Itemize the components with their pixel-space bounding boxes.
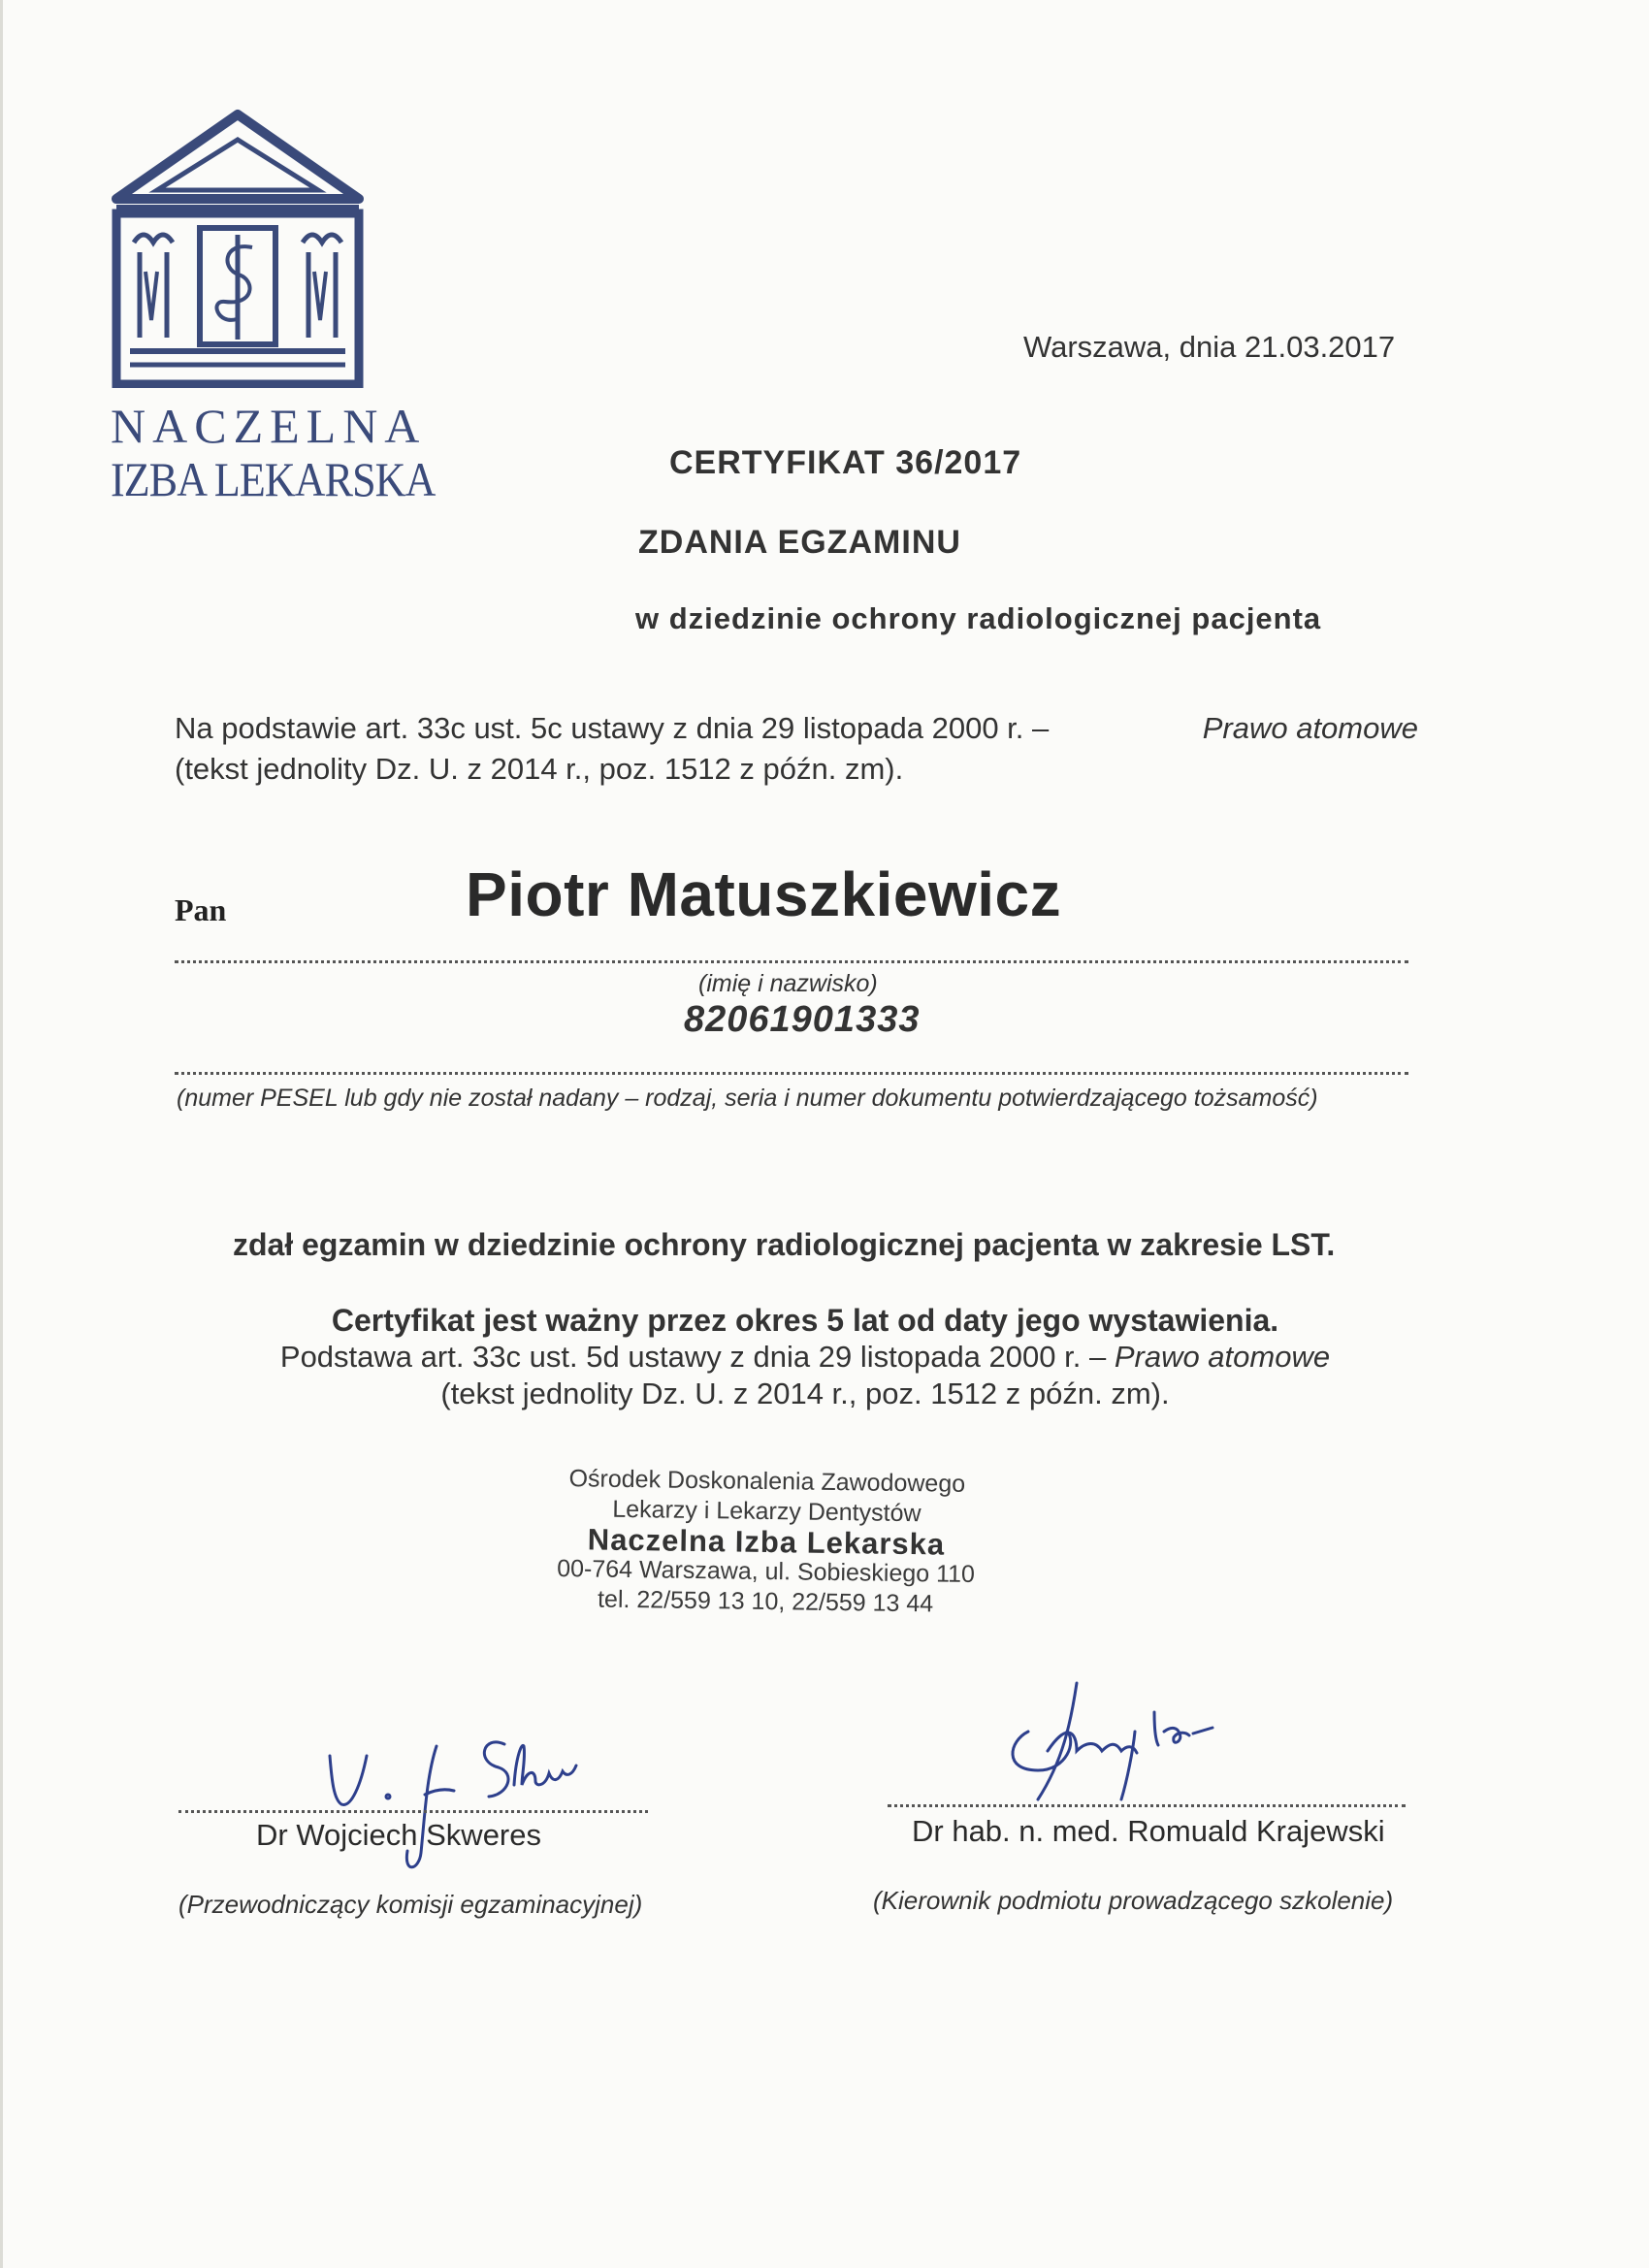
left-handwritten-signature-icon [320, 1727, 630, 1882]
salutation: Pan [175, 892, 227, 927]
stamp-line4: 00-764 Warszawa, ul. Sobieskiego 110 [556, 1554, 976, 1589]
legal-basis [175, 708, 1418, 790]
right-handwritten-signature-icon [989, 1673, 1300, 1819]
stamp-line3: Naczelna Izba Lekarska [587, 1522, 946, 1562]
name-dotted-line [175, 960, 1408, 963]
validity-basis-line2: (tekst jednolity Dz. U. z 2014 r., poz. 1512 z późn. zm). [440, 1377, 1170, 1410]
pesel-caption: (numer PESEL lub gdy nie został nadany – rodzaj, seria i numer dokumentu potwierdzającego tożsamość) [177, 1085, 1318, 1112]
logo-text-line1: NACZELNA [111, 399, 427, 453]
legal-basis-line2: (tekst jednolity Dz. U. z 2014 r., poz. 1512 z późn. zm). [175, 752, 904, 786]
left-signatory-role: (Przewodniczący komisji egzaminacyjnej) [178, 1890, 643, 1919]
legal-basis-text: Na podstawie art. 33c ust. 5c ustawy z dnia 29 listopada 2000 r. – [175, 711, 1050, 745]
right-signatory-name: Dr hab. n. med. Romuald Krajewski [912, 1814, 1385, 1848]
validity-statement: Certyfikat jest ważny przez okres 5 lat od daty jego wystawienia. [331, 1303, 1279, 1338]
stamp-line1: Ośrodek Doskonalenia Zawodowego [568, 1465, 966, 1498]
scan-edge [0, 0, 3, 2268]
stamp-line5: tel. 22/559 13 10, 22/559 13 44 [597, 1585, 934, 1618]
pesel-dotted-line [175, 1072, 1408, 1075]
left-signature-dotted-line [178, 1810, 648, 1813]
certificate-title: CERTYFIKAT 36/2017 [669, 444, 1022, 481]
right-signatory-role: (Kierownik podmiotu prowadzącego szkolenie) [873, 1886, 1394, 1915]
right-signature-dotted-line [888, 1804, 1406, 1807]
stamp-line2: Lekarzy i Lekarzy Dentystów [612, 1495, 922, 1528]
institution-stamp [542, 1464, 990, 1620]
certificate-subtitle: ZDANIA EGZAMINU [638, 524, 961, 561]
name-caption: (imię i nazwisko) [698, 970, 878, 997]
validity-basis-line1 [242, 1339, 1368, 1376]
validity-basis-text: Podstawa art. 33c ust. 5d ustawy z dnia 29 listopada 2000 r. – [279, 1340, 1107, 1374]
validity-basis-act: Prawo atomowe [1114, 1340, 1331, 1374]
validity-block [242, 1302, 1368, 1412]
certificate-field: w dziedzinie ochrony radiologicznej pacjenta [635, 601, 1322, 635]
logo-text-line2: IZBA LEKARSKA [111, 452, 436, 506]
legal-basis-line1 [175, 708, 1418, 749]
issue-date: Warszawa, dnia 21.03.2017 [1023, 330, 1396, 364]
pesel-number: 82061901333 [684, 999, 921, 1040]
exam-result: zdał egzamin w dziedzinie ochrony radiologicznej pacjenta w zakresie LST. [233, 1227, 1336, 1262]
left-signatory-name: Dr Wojciech Skweres [256, 1818, 542, 1852]
holder-name: Piotr Matuszkiewicz [466, 859, 1062, 929]
legal-basis-act: Prawo atomowe [1202, 711, 1418, 745]
naczelna-izba-lekarska-logo-icon [107, 107, 378, 388]
